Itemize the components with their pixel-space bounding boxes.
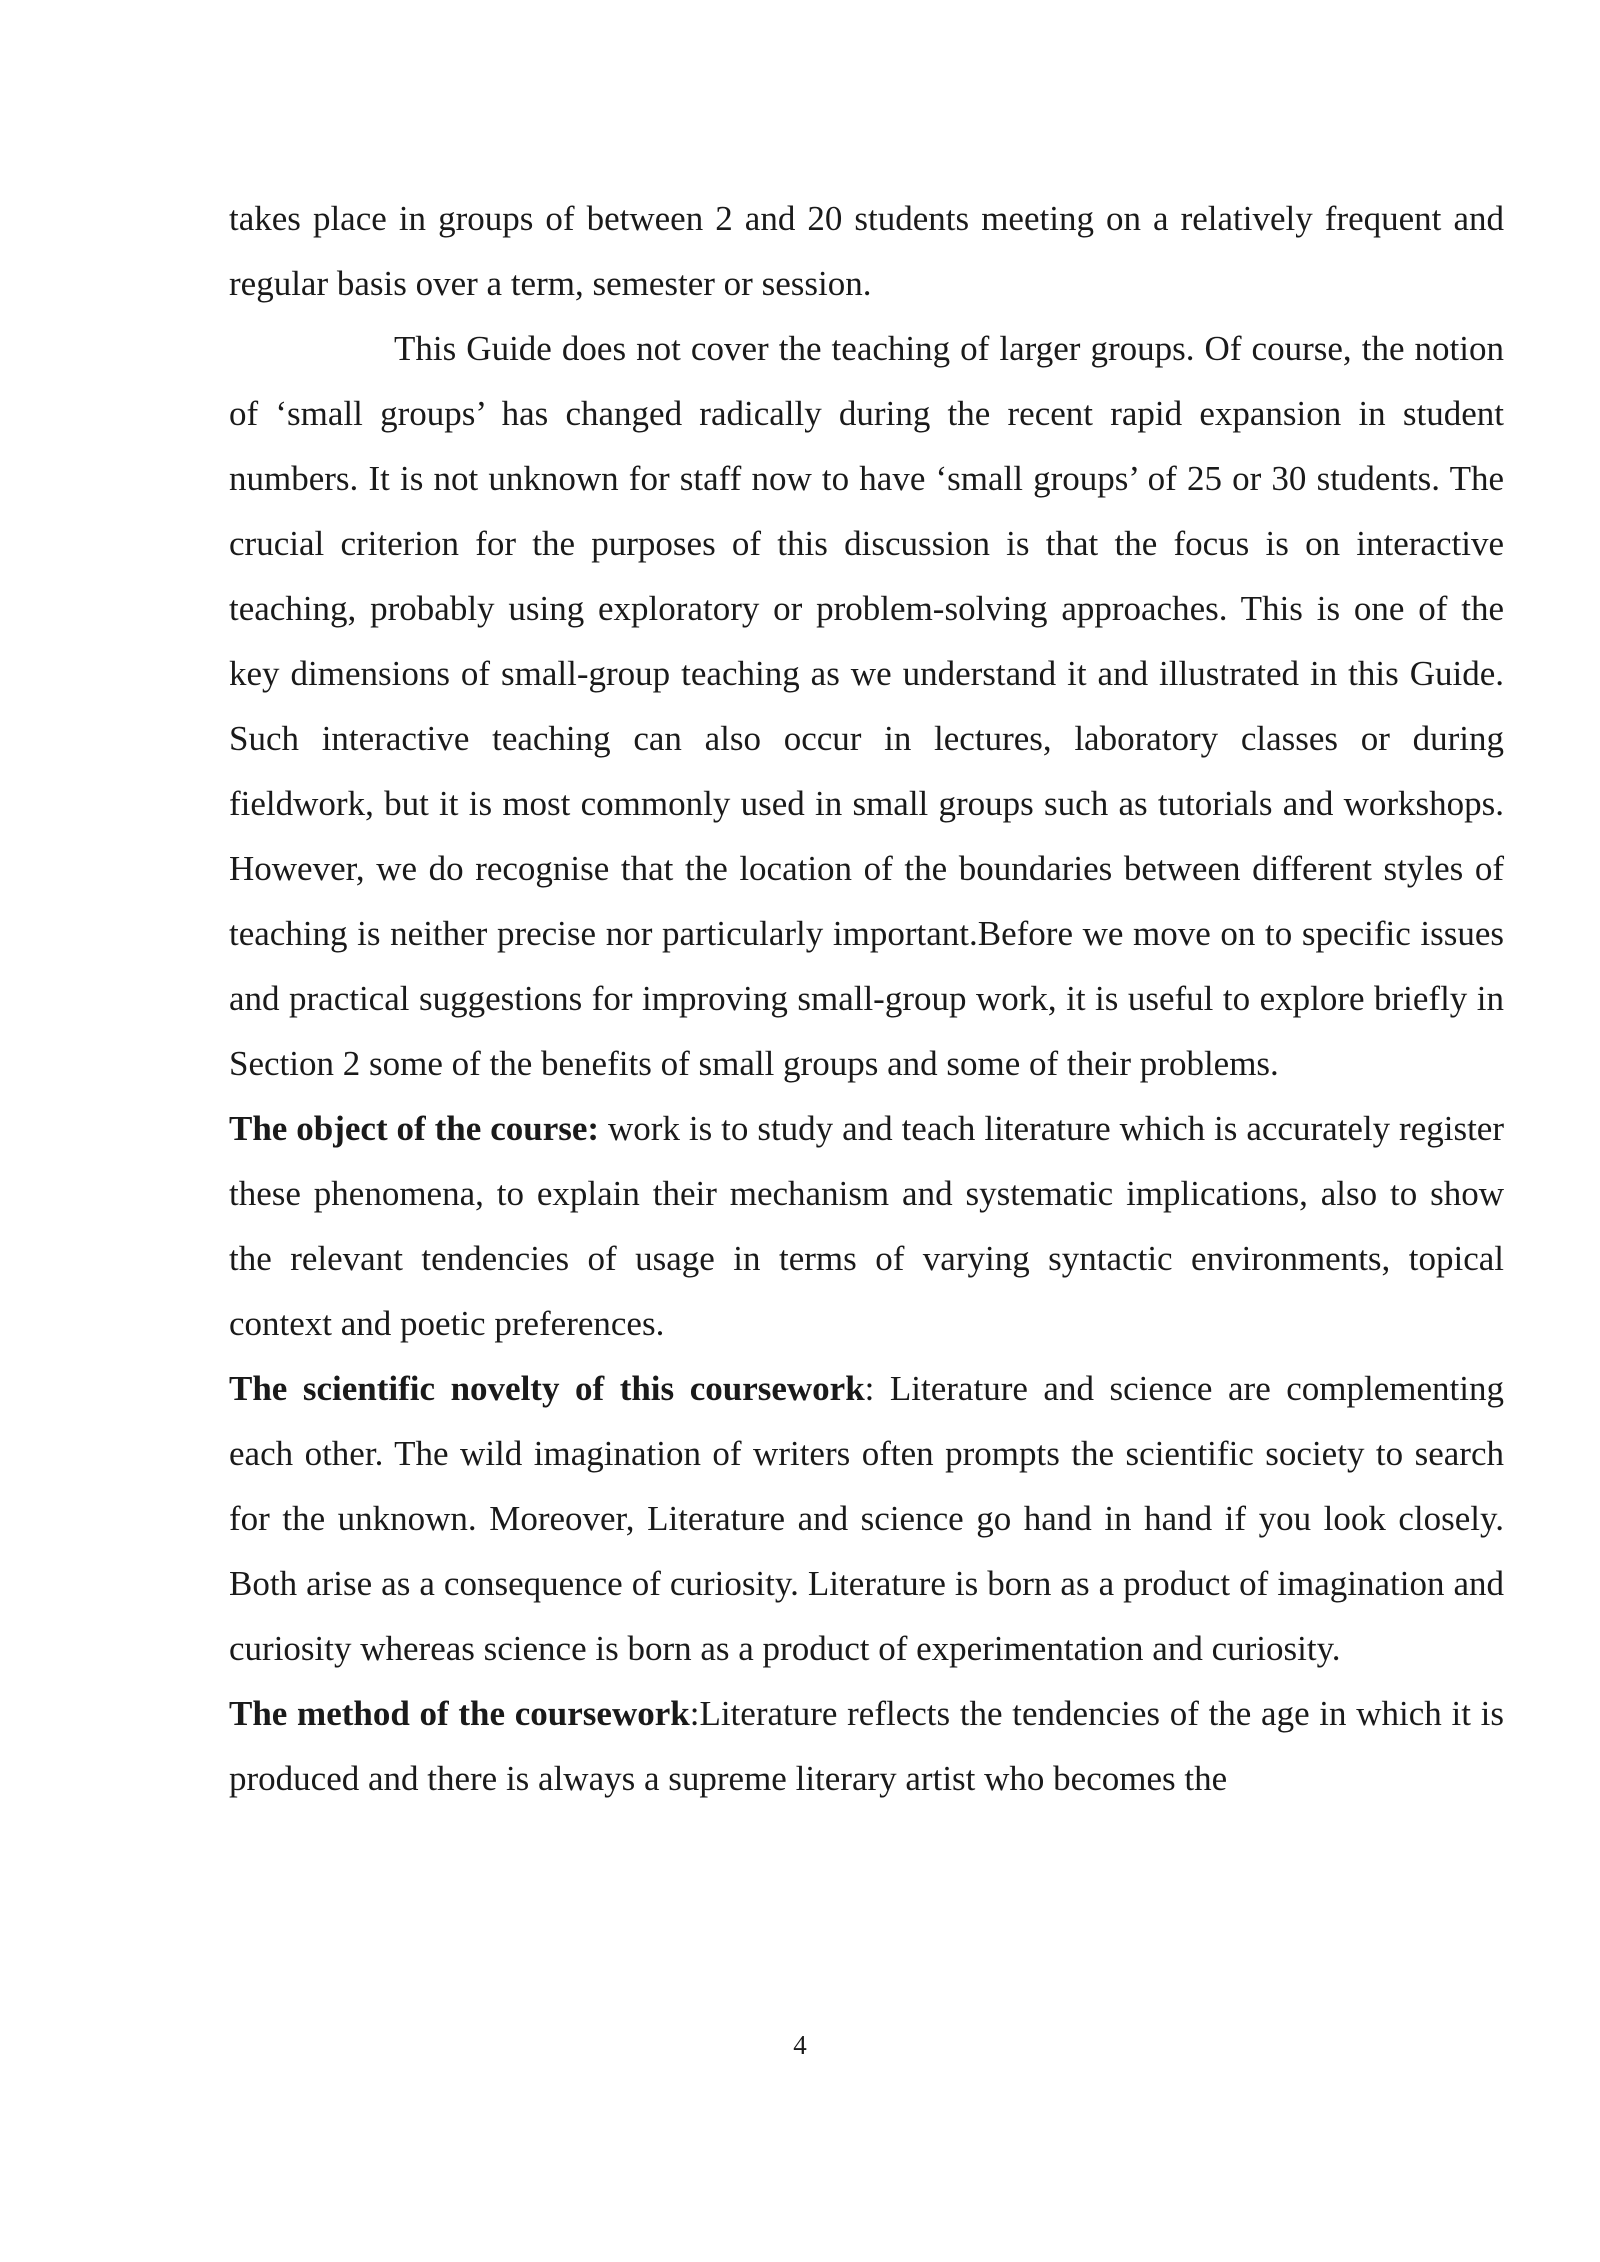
- paragraph-text: work is to study and teach literature which is accurately register these phenomena, to explain their mechanism and systematic implications, also to show the relevant tendencies of usage in terms of varying syntactic environments, topical context and poetic preferences.: [229, 1109, 1504, 1343]
- paragraph-heading: The method of the coursework: [229, 1694, 690, 1733]
- paragraph-object-of-course: [229, 1096, 1504, 1356]
- paragraph-heading: The scientific novelty of this coursework: [229, 1369, 865, 1408]
- paragraph-text: This Guide does not cover the teaching of larger groups. Of course, the notion of ‘small groups’ has changed radically during the recent rapid expansion in student numbers. It is not unknown for staff now to have ‘small groups’ of 25 or 30 students. The crucial criterion for the purposes of this discussion is that the focus is on interactive teaching, probably using exploratory or problem-solving approaches. This is one of the key dimensions of small-group teaching as we understand it and illustrated in this Guide. Such interactive teaching can also occur in lectures, laboratory classes or during fieldwork, but it is most commonly used in small groups such as tutorials and workshops. However, we do recognise that the location of the boundaries between different styles of teaching is neither precise nor particularly important.Before we move on to specific issues and practical suggestions for improving small-group work, it is useful to explore briefly in Section 2 some of the benefits of small groups and some of their problems.: [229, 329, 1504, 1083]
- paragraph-continuation: [229, 186, 1504, 316]
- paragraph-small-groups: [229, 316, 1504, 1096]
- paragraph-method: [229, 1681, 1504, 1811]
- paragraph-text: :Literature reflects the tendencies of the age in which it is produced and there is always a supreme literary artist who becomes the: [229, 1694, 1504, 1798]
- page-number: 4: [793, 2030, 807, 2060]
- paragraph-text: : Literature and science are complementing each other. The wild imagination of writers often prompts the scientific society to search for the unknown. Moreover, Literature and science go hand in hand if you look closely. Both arise as a consequence of curiosity. Literature is born as a product of imagination and curiosity whereas science is born as a product of experimentation and curiosity.: [229, 1369, 1504, 1668]
- paragraph-heading: The object of the course:: [229, 1109, 600, 1148]
- paragraph-scientific-novelty: [229, 1356, 1504, 1681]
- paragraph-text: takes place in groups of between 2 and 20 students meeting on a relatively frequent and regular basis over a term, semester or session.: [229, 199, 1504, 303]
- body-text: [229, 186, 1504, 1811]
